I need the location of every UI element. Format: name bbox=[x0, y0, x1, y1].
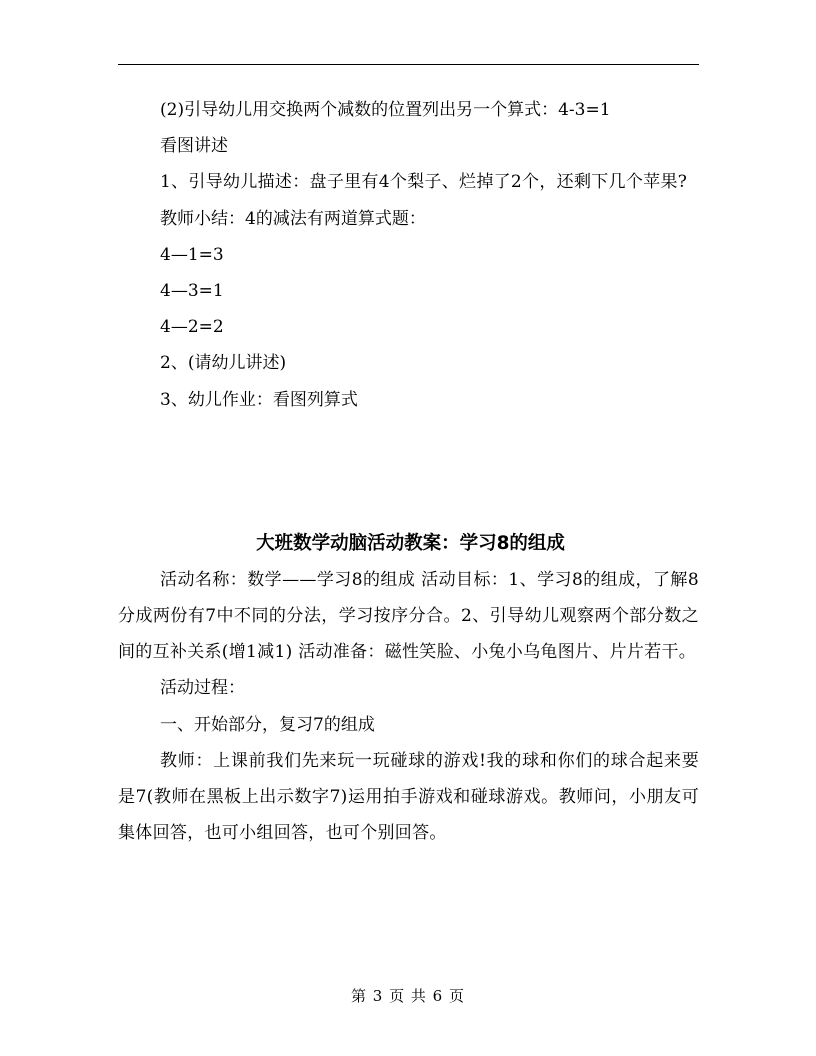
section-gap bbox=[118, 418, 699, 526]
header-rule bbox=[118, 64, 699, 65]
page-number: 第 3 页 共 6 页 bbox=[351, 987, 465, 1005]
heading-picture-narration: 看图讲述 bbox=[160, 136, 228, 157]
section-title: 大班数学动脑活动教案：学习8的组成 bbox=[256, 532, 565, 554]
activity-intro-paragraph: 活动名称：数学——学习8的组成 活动目标：1、学习8的组成，了解8分成两份有7中不同的分法，学习按序分合。2、引导幼儿观察两个部分数之间的互补关系(增1减1) 活动准备：磁性笑脸、小兔小乌龟图片、片片若干。 bbox=[118, 569, 699, 663]
document-body bbox=[118, 92, 699, 851]
teacher-summary: 教师小结：4的减法有两道算式题： bbox=[160, 208, 426, 229]
step-exchange-subtrahend: (2)引导幼儿用交换两个减数的位置列出另一个算式：4-3=1 bbox=[160, 100, 611, 120]
teacher-game-paragraph: 教师：上课前我们先来玩一玩碰球的游戏!我的球和你们的球合起来要是7(教师在黑板上出示数字7)运用拍手游戏和碰球游戏。教师问，小朋友可集体回答，也可小组回答，也可个别回答。 bbox=[118, 750, 699, 844]
part-one-heading: 一、开始部分，复习7的组成 bbox=[160, 714, 375, 735]
equation-1: 4—1=3 bbox=[160, 244, 224, 265]
step-homework: 3、幼儿作业：看图列算式 bbox=[160, 389, 358, 410]
equation-2: 4—3=1 bbox=[160, 281, 224, 302]
equation-3: 4—2=2 bbox=[160, 317, 224, 338]
step-children-narrate: 2、(请幼儿讲述) bbox=[160, 353, 287, 374]
step-describe-pears: 1、引导幼儿描述：盘子里有4个梨子、烂掉了2个，还剩下几个苹果? bbox=[160, 172, 688, 193]
activity-process-label: 活动过程： bbox=[160, 678, 245, 699]
